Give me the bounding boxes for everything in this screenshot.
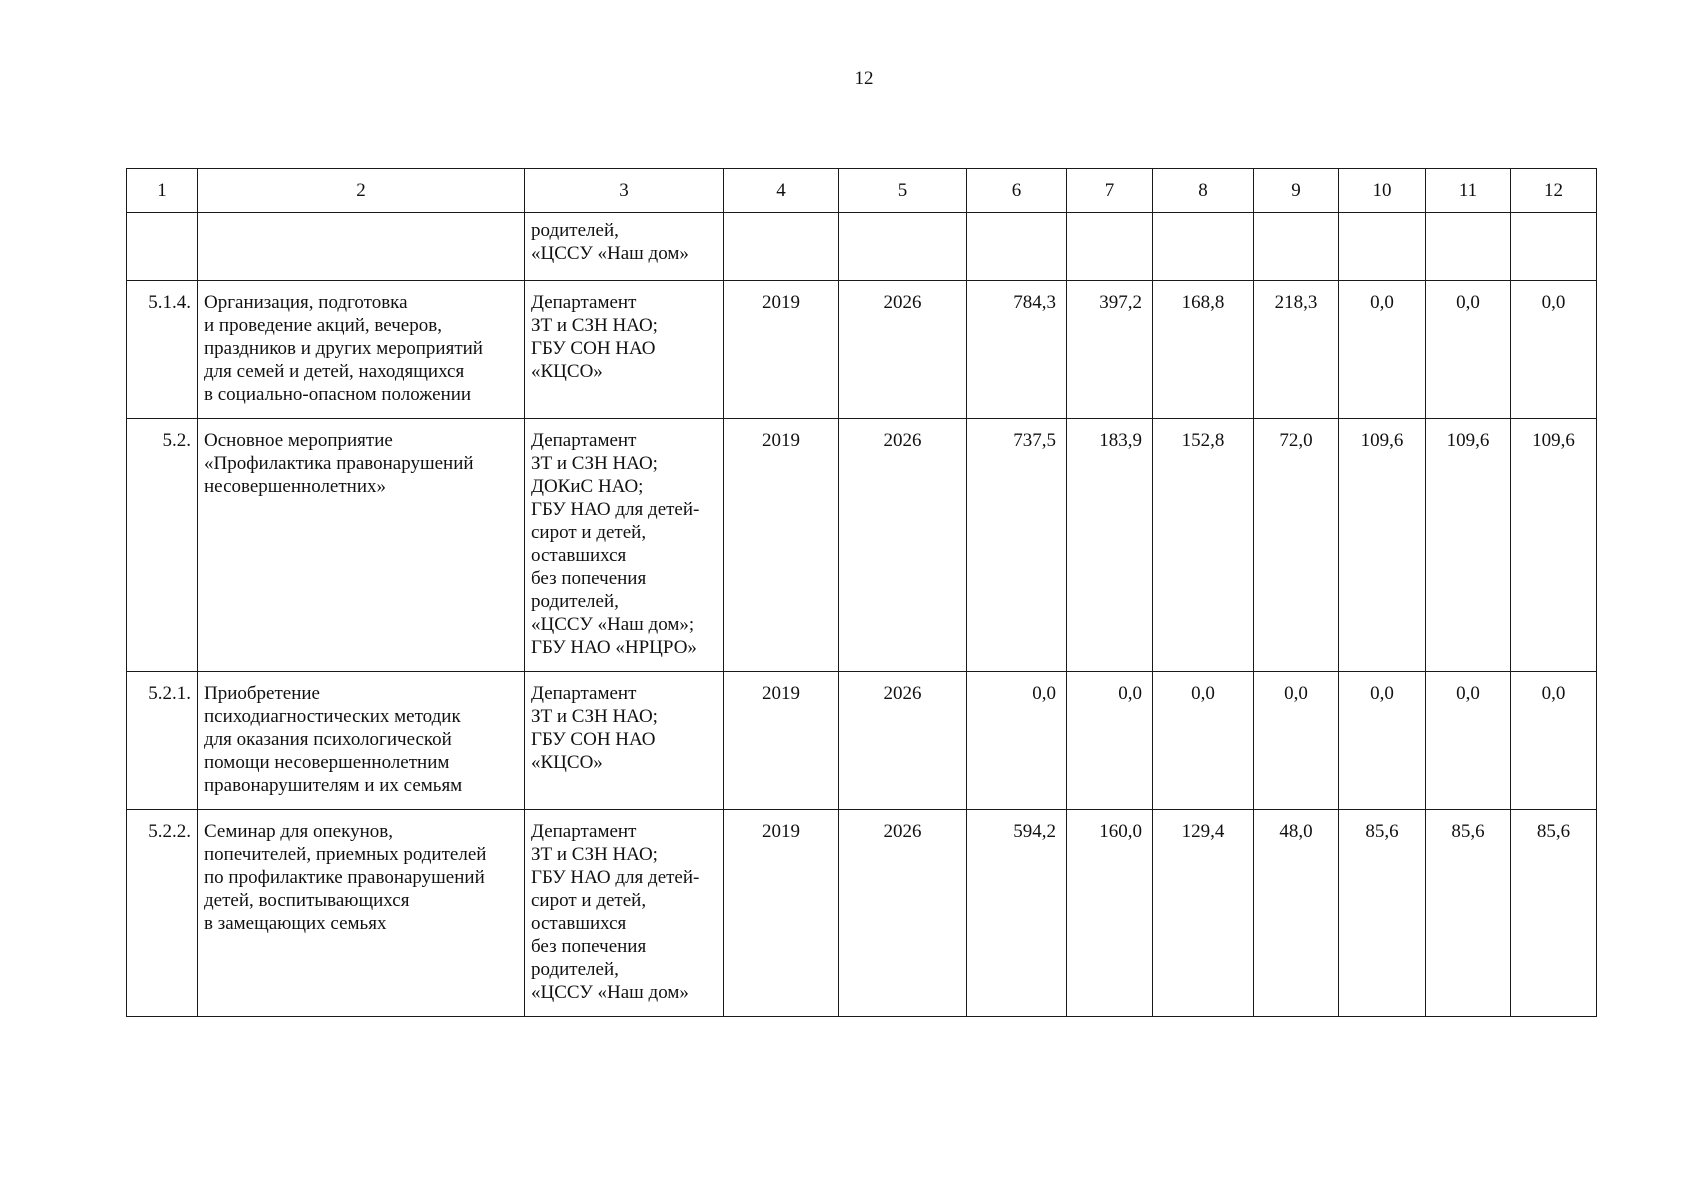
value-col-10 <box>1339 213 1426 281</box>
value-col-8: 152,8 <box>1153 419 1254 672</box>
header-cell: 3 <box>525 169 724 213</box>
value-col-10: 0,0 <box>1339 672 1426 810</box>
header-row <box>127 169 1597 213</box>
start-year: 2019 <box>724 281 839 419</box>
value-col-11: 0,0 <box>1426 672 1511 810</box>
start-year: 2019 <box>724 810 839 1017</box>
end-year: 2026 <box>839 281 967 419</box>
value-col-9 <box>1254 213 1339 281</box>
value-col-8: 168,8 <box>1153 281 1254 419</box>
value-col-12: 0,0 <box>1511 672 1597 810</box>
header-cell: 2 <box>198 169 525 213</box>
value-col-7: 183,9 <box>1067 419 1153 672</box>
header-cell: 6 <box>967 169 1067 213</box>
value-col-11 <box>1426 213 1511 281</box>
end-year: 2026 <box>839 419 967 672</box>
table-row <box>127 213 1597 281</box>
end-year <box>839 213 967 281</box>
value-col-12: 85,6 <box>1511 810 1597 1017</box>
value-col-11: 85,6 <box>1426 810 1511 1017</box>
table-row <box>127 810 1597 1017</box>
value-col-9: 0,0 <box>1254 672 1339 810</box>
measure-name <box>198 213 525 281</box>
header-cell: 5 <box>839 169 967 213</box>
value-col-7: 160,0 <box>1067 810 1153 1017</box>
total-value: 737,5 <box>967 419 1067 672</box>
row-number: 5.2.1. <box>127 672 198 810</box>
value-col-9: 218,3 <box>1254 281 1339 419</box>
value-col-9: 72,0 <box>1254 419 1339 672</box>
executor: Департамент ЗТ и СЗН НАО; ДОКиС НАО; ГБУ НАО для детей- сирот и детей, оставшихся без попечения родителей, «ЦССУ «Наш дом»; ГБУ НАО «НРЦРО» <box>525 419 724 672</box>
header-cell: 10 <box>1339 169 1426 213</box>
row-number: 5.1.4. <box>127 281 198 419</box>
total-value: 594,2 <box>967 810 1067 1017</box>
total-value <box>967 213 1067 281</box>
value-col-7: 0,0 <box>1067 672 1153 810</box>
row-number <box>127 213 198 281</box>
value-col-12 <box>1511 213 1597 281</box>
executor: Департамент ЗТ и СЗН НАО; ГБУ СОН НАО «КЦСО» <box>525 672 724 810</box>
measure-name: Приобретение психодиагностических методик для оказания психологической помощи несовершеннолетним правонарушителям и их семьям <box>198 672 525 810</box>
row-number: 5.2. <box>127 419 198 672</box>
program-table <box>126 168 1597 1017</box>
measure-name: Организация, подготовка и проведение акций, вечеров, праздников и других мероприятий для семей и детей, находящихся в социально-опасном положении <box>198 281 525 419</box>
value-col-10: 109,6 <box>1339 419 1426 672</box>
header-cell: 7 <box>1067 169 1153 213</box>
total-value: 0,0 <box>967 672 1067 810</box>
value-col-8: 0,0 <box>1153 672 1254 810</box>
end-year: 2026 <box>839 810 967 1017</box>
header-cell: 12 <box>1511 169 1597 213</box>
header-cell: 1 <box>127 169 198 213</box>
value-col-12: 0,0 <box>1511 281 1597 419</box>
start-year <box>724 213 839 281</box>
value-col-8: 129,4 <box>1153 810 1254 1017</box>
table-row <box>127 672 1597 810</box>
value-col-7: 397,2 <box>1067 281 1153 419</box>
executor: родителей, «ЦССУ «Наш дом» <box>525 213 724 281</box>
value-col-10: 0,0 <box>1339 281 1426 419</box>
value-col-8 <box>1153 213 1254 281</box>
value-col-7 <box>1067 213 1153 281</box>
header-cell: 9 <box>1254 169 1339 213</box>
page-number: 12 <box>854 68 874 89</box>
value-col-11: 0,0 <box>1426 281 1511 419</box>
start-year: 2019 <box>724 672 839 810</box>
value-col-9: 48,0 <box>1254 810 1339 1017</box>
executor: Департамент ЗТ и СЗН НАО; ГБУ НАО для детей- сирот и детей, оставшихся без попечения родителей, «ЦССУ «Наш дом» <box>525 810 724 1017</box>
measure-name: Семинар для опекунов, попечителей, приемных родителей по профилактике правонарушений детей, воспитывающихся в замещающих семьях <box>198 810 525 1017</box>
table-row <box>127 419 1597 672</box>
header-cell: 8 <box>1153 169 1254 213</box>
value-col-10: 85,6 <box>1339 810 1426 1017</box>
executor: Департамент ЗТ и СЗН НАО; ГБУ СОН НАО «КЦСО» <box>525 281 724 419</box>
value-col-12: 109,6 <box>1511 419 1597 672</box>
header-cell: 4 <box>724 169 839 213</box>
header-cell: 11 <box>1426 169 1511 213</box>
start-year: 2019 <box>724 419 839 672</box>
table-row <box>127 281 1597 419</box>
total-value: 784,3 <box>967 281 1067 419</box>
end-year: 2026 <box>839 672 967 810</box>
measure-name: Основное мероприятие «Профилактика правонарушений несовершеннолетних» <box>198 419 525 672</box>
row-number: 5.2.2. <box>127 810 198 1017</box>
value-col-11: 109,6 <box>1426 419 1511 672</box>
